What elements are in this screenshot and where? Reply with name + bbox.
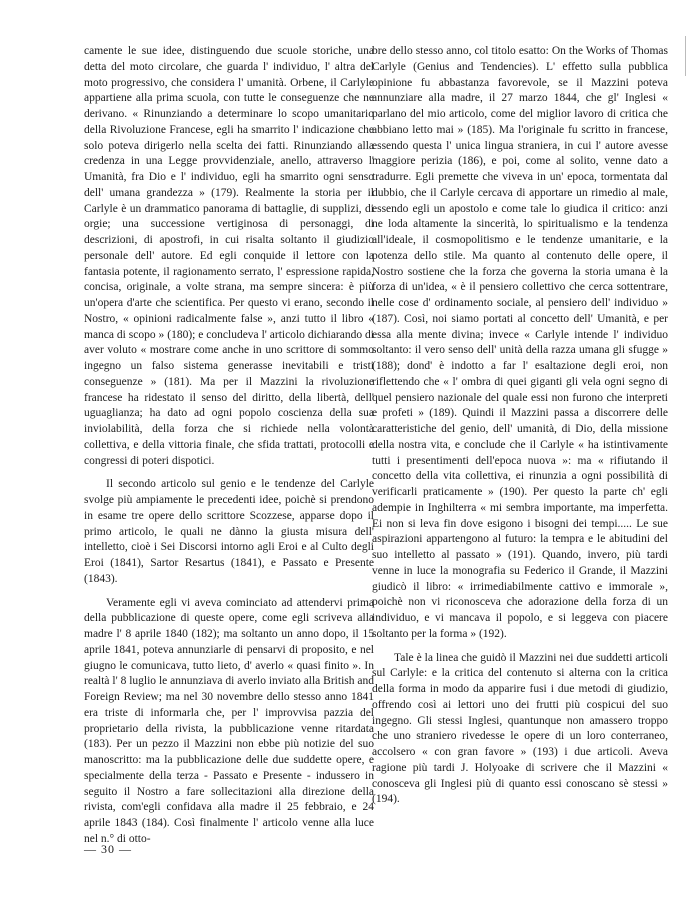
page-edge-mark (685, 36, 686, 76)
paragraph: bre dello stesso anno, col titolo esatto: On the Works of Thomas Carlyle (Genius and Tendencies). L' effetto sulla pubblica opinione fu abbastanza favorevole, se il Mazzini poteva annunziare alla madre, il 27 marzo 1844, che gl' Inglesi « parlano del mio articolo, come del miglior lavoro di critica che abbiano letto mai » (185). Ma l'originale fu scritto in francese, essendo questa l' unica lingua straniera, in cui l' autore avesse maggiore perizia (186), e poi, come al solito, venne dato a tradurre. Egli premette che viveva in un' epoca, tormentata dal dubbio, che il Carlyle cercava di apportare un rimedio al male, essendo egli un apostolo e come tale lo giudica il critico: anzi ne loda altamente la sincerità, lo spiritualismo e la tendenza all'ideale, il cosmopolitismo e le tendenze umanitarie, e la potenza dello stile. Ma quanto al contenuto delle opere, il Nostro sostiene che la forza che governa la storia umana è la forza di un'idea, « è il pensiero collettivo che cerca sottentrare, nelle cose d' ordinamento sociale, al pensiero dell' individuo » (187). Così, noi siamo portati al concetto dell' Umanità, e per essa alla mente divina; invece « Carlyle intende l' individuo soltanto: il vero senso dell' unità della razza umana gli sfugge » (188); dond' è indotto a far l' esaltazione degli eroi, non riflettendo che « l' ombra di quei giganti gli vela ogni segno di quel pensiero nazionale del quale essi non furono che interpreti e profeti » (189). Quindi il Mazzini passa a discorrere delle caratteristiche del genio, dell' umanità, di Dio, della missione della nostra vita, e conclude che il Carlyle « ha istintivamente tutti i presentimenti dell'epoca nuova »: ma « rifiutando il concetto della vita collettiva, ei rinunzia a ogni possibilità di verificarli praticamente » (190). Per questo la parte ch' egli adempie in Inghilterra « mi sembra importante, ma imperfetta. Ei non si leva fin dove esigono i bisogni dei tempi..... Le sue aspirazioni appartengono al futuro: la tempra e le abitudini del suo intelletto al passato » (191). Quando, invero, più tardi venne in luce la monografia su Federico il Grande, il Mazzini giudicò il libro: « irrimediabilmente cattivo e immorale », poichè non vi riconosceva che adorazione della forza di un individuo, e vi mancava il popolo, e si leggeva con piacere soltanto per la forma » (192). (372, 45, 668, 640)
paragraph: Veramente egli vi aveva cominciato ad attendervi prima della pubblicazione di queste opere, come egli scriveva alla madre l' 8 aprile 1840 (182); ma soltanto un anno dopo, il 15 aprile 1841, poteva annunziarle di pensarvi di proposito, e nel giugno le comunicava, tutto lieto, d' averlo « quasi finito ». In realtà l' 8 luglio le annunziava di averlo inviato alla British and Foreign Review; ma nel 30 novembre dello stesso anno 1841 era triste di informarla che, per l' improvvisa pazzia del proprietario della rivista, la pubblicazione venne ritardata (183). Per un pezzo il Mazzini non ebbe più notizie del suo manoscritto: ma la pubblicazione delle due suddette opere, e specialmente della terza - Passato e Presente - indussero in seguito il Nostro a fare sollecitazioni alla direzione della rivista, com'egli confidava alla madre il 25 febbraio, e 24 aprile 1843 (184). Così finalmente l' articolo venne alla luce nel n.° di otto- (84, 596, 374, 845)
paragraph: Tale è la linea che guidò il Mazzini nei due suddetti articoli sul Carlyle: e la critica del contenuto si alterna con la critica della forma in modo da apparire fusi i due metodi di giudizio, offrendo così ai lettori uno dei frutti più cospicui del suo ingegno. Gli stessi Inglesi, quantunque non amassero troppo che uno straniero rivedesse le opere di un loro conterraneo, accolsero « con gran favore » (193) i due articoli. Aveva ragione più tardi J. Holyoake di scrivere che il Mazzini « conosceva gli Inglesi più di quanto essi conoscano sè stessi » (194). (372, 651, 668, 806)
left-text-column (84, 44, 374, 848)
right-text-column (372, 44, 668, 808)
paragraph: Il secondo articolo sul genio e le tendenze del Carlyle svolge più ampiamente le precedenti idee, poichè si prendono in esame tre opere dello scrittore Scozzese, apparse dopo il primo articolo, le quali ne dànno la giusta misura dell' intelletto, cioè i Sei Discorsi intorno agli Eroi e al Culto degli Eroi (1841), Sartor Resartus (1841), e Passato e Presente (1843). (84, 478, 374, 585)
page-number: — 30 — (84, 842, 132, 856)
paragraph: camente le sue idee, distinguendo due scuole storiche, una detta del moto circolare, che guarda l' individuo, l' altra del moto progressivo, che considera l' umanità. Orbene, il Carlyle appartiene alla prima scuola, con tutte le conseguenze che ne derivano. « Rinunziando a determinare lo scopo umanitario della Rivoluzione Francese, egli ha smarrito l' indicazione che solo poteva dirigerlo nella scelta dei fatti. Rinunziando alla credenza in una Legge provvidenziale, anello, attraverso l' Umanità, fra Dio e l' individuo, egli ha smarrito ogni senso dell' umana grandezza » (179). Realmente la storia per il Carlyle è un drammatico panorama di battaglie, di supplizi, di orgie; una successione vertiginosa di personaggi, di descrizioni, di apostrofi, in cui risalta soltanto il giudizio personale dell' autore. Ed egli conquide il lettore con la fantasia potente, il ragionamento serrato, l' espressione rapida, concisa, originale, a volte strana, ma sempre sincera: è più un'opera d'arte che scientifica. Per questo vi erano, secondo il Nostro, « opinioni radicalmente false », anzi tutto il libro « manca di scopo » (180); e concludeva l' articolo dichiarando di aver voluto « mostrare come anche in uno scrittore di sommo ingegno un falso sistema generasse inevitabili e tristi conseguenze » (181). Ma per il Mazzini la rivoluzione francese ha ridestato il senso del diritto, della libertà, dell' uguaglianza; ha dato ad ogni popolo coscienza della sua inviolabilità, della forza che si richiede nella volontà collettiva, e della vittoria finale, che sfida trattati, protocolli e congressi di poteri dispotici. (84, 45, 374, 467)
